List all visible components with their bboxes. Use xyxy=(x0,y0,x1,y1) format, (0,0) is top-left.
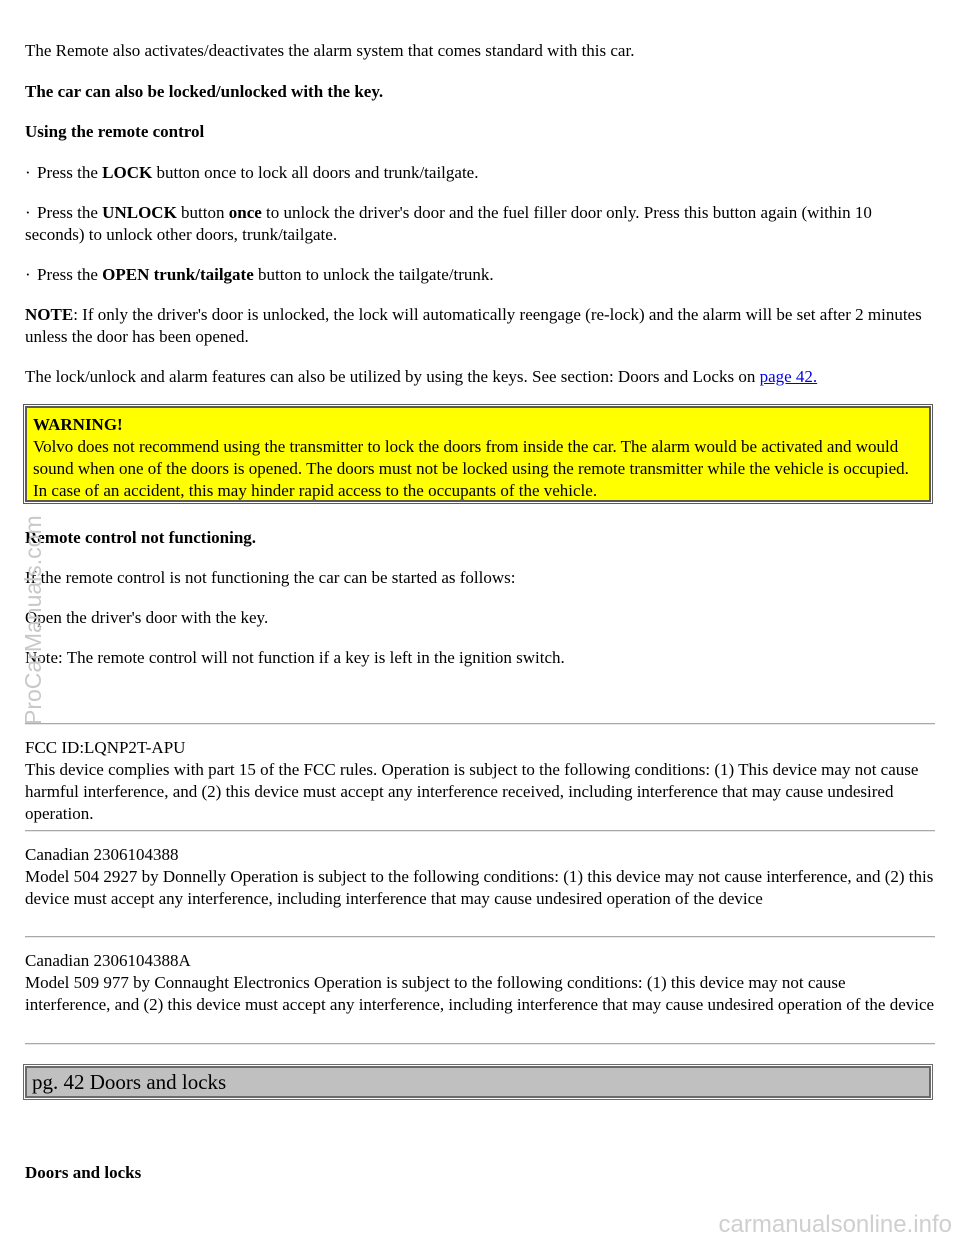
note-label: NOTE xyxy=(25,305,74,324)
bullet-lock-post: button once to lock all doors and trunk/tailgate. xyxy=(152,163,479,182)
divider xyxy=(25,1043,935,1045)
bullet-unlock-post: to unlock the driver's door and the fuel filler door only. Press this button again (within 10 seconds) to unlock other doors, trunk/tailgate. xyxy=(25,203,872,244)
once-label: once xyxy=(228,203,262,222)
canada1-id: Canadian 2306104388 xyxy=(25,845,179,864)
bullet-open-post: button to unlock the tailgate/trunk. xyxy=(253,265,494,284)
key-note xyxy=(25,81,935,103)
lock-label: LOCK xyxy=(102,163,153,182)
unlock-label: UNLOCK xyxy=(102,203,177,222)
bullet-lock xyxy=(25,162,935,184)
fcc-block xyxy=(25,737,935,825)
fcc-id: FCC ID:LQNP2T-APU xyxy=(25,738,186,757)
doors-heading-text: Doors and locks xyxy=(25,1163,142,1182)
not-functioning-line3: Note: The remote control will not function if a key is left in the ignition switch. xyxy=(25,648,565,667)
bullet-marker: · xyxy=(25,163,31,182)
not-functioning-line1: If the remote control is not functioning the car can be started as follows: xyxy=(25,568,516,587)
canada2-id: Canadian 2306104388A xyxy=(25,951,191,970)
note-text: : If only the driver's door is unlocked, the lock will automatically reengage (re-lock) and the alarm will be set after 2 minutes unless the door has been opened. xyxy=(25,305,922,346)
canada2-block xyxy=(25,950,935,1016)
canada2-text: Model 509 977 by Connaught Electronics Operation is subject to the following conditions: (1) this device may not cause interference, and (2) this device must accept any interference, including interference that may cause undesired operation of the device xyxy=(25,973,935,1014)
warning-body: Volvo does not recommend using the transmitter to lock the doors from inside the car. The alarm would be activated and would sound when one of the doors is opened. The doors must not be locked using the remote transmitter while the vehicle is occupied. In case of an accident, this may hinder rapid access to the occupants of the vehicle. xyxy=(33,437,909,500)
not-functioning-heading xyxy=(25,527,935,549)
page-42-link[interactable]: page 42. xyxy=(759,367,818,386)
note-paragraph xyxy=(25,304,935,348)
bullet-lock-pre: Press the xyxy=(37,163,103,182)
keys-paragraph xyxy=(25,366,935,388)
warning-title: WARNING! xyxy=(33,415,123,434)
footer-watermark: carmanualsonline.info xyxy=(718,1211,952,1238)
side-watermark: ProCarManuals.com xyxy=(20,515,46,725)
not-functioning-line2: Open the driver's door with the key. xyxy=(25,608,269,627)
bullet-unlock-mid: button xyxy=(176,203,229,222)
divider xyxy=(25,830,935,832)
key-note-text: The car can also be locked/unlocked with the key. xyxy=(25,82,384,101)
page-section-header xyxy=(25,1066,931,1098)
fcc-text: This device complies with part 15 of the FCC rules. Operation is subject to the following conditions: (1) This device may not cause harmful interference, and (2) this device must accept any interference received, including interference that may cause undesired operation. xyxy=(25,760,919,823)
keys-text: The lock/unlock and alarm features can also be utilized by using the keys. See section: Doors and Locks on xyxy=(25,367,760,386)
divider xyxy=(25,723,935,725)
doors-heading xyxy=(25,1162,935,1184)
bullet-open-trunk xyxy=(25,264,935,286)
bullet-unlock xyxy=(25,202,935,246)
page-section-header-text: pg. 42 Doors and locks xyxy=(32,1070,227,1094)
bullet-marker: · xyxy=(25,265,31,284)
canada1-block xyxy=(25,844,935,910)
intro-text: The Remote also activates/deactivates the alarm system that comes standard with this car. xyxy=(25,41,635,60)
canada1-text: Model 504 2927 by Donnelly Operation is subject to the following conditions: (1) this device may not cause interference, and (2) this device must accept any interference, including interference that may cause undesired operation of the device xyxy=(25,867,934,908)
not-functioning-heading-text: Remote control not functioning. xyxy=(25,528,257,547)
bullet-marker: · xyxy=(25,203,31,222)
bullet-unlock-pre: Press the xyxy=(37,203,103,222)
bullet-open-pre: Press the xyxy=(37,265,103,284)
open-trunk-label: OPEN trunk/tailgate xyxy=(102,265,254,284)
using-heading-text: Using the remote control xyxy=(25,122,205,141)
warning-box xyxy=(25,406,931,502)
divider xyxy=(25,936,935,938)
using-heading xyxy=(25,121,935,143)
